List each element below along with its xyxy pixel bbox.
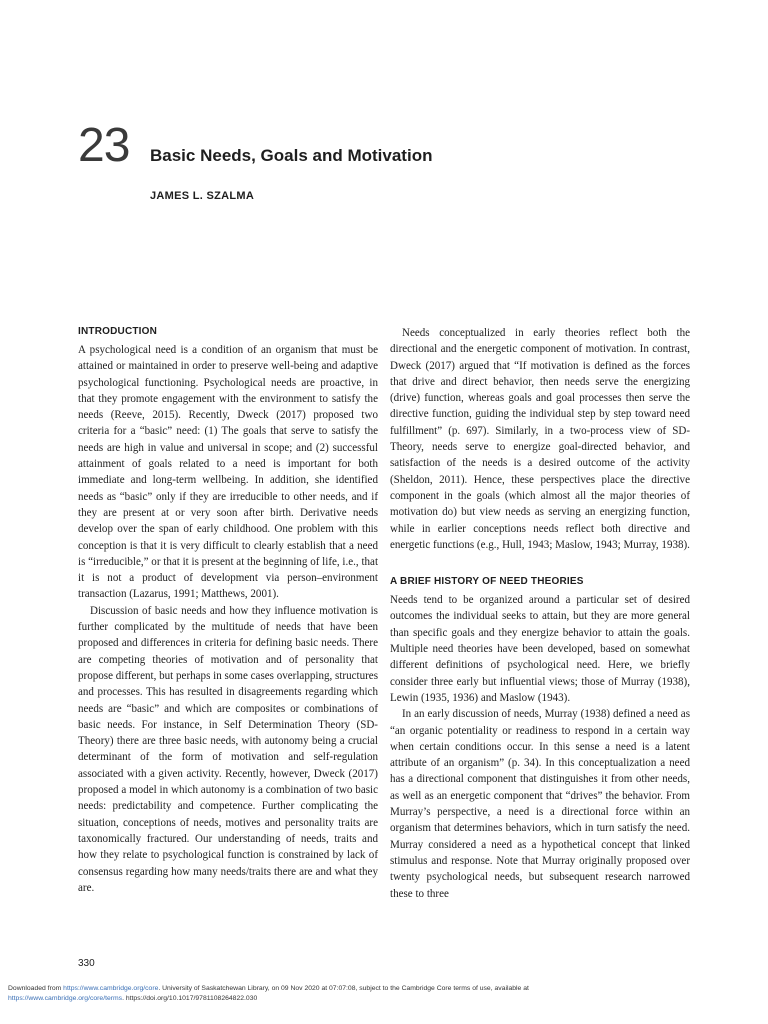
paragraph: Needs tend to be organized around a particular set of desired outcomes the individual seeks to attain, but they are more general than specific goals and they energize behavior to attain the goals. Multiple need theories have been developed, based on somewhat different definitions of psychological need. Here, we briefly consider three early but influential views; those of Murray (1938), Lewin (1935, 1936) and Maslow (1943). [390,594,690,704]
paragraph: A psychological need is a condition of an organism that must be attained or maintained in order to preserve well-being and adaptive psychological functioning. Psychological needs are proactive, in that they promote engagement with the environment to satisfy the needs (Reeve, 2015). Recently, Dweck (2017) proposed two criteria for a “basic” need: (1) The goals that serve to satisfy the needs are high in value and universal in scope; and (2) successful attainment of goals related to a need is important for both immediate and long-term wellbeing. In addition, she identified needs as “basic” only if they are irreducible to other needs, and if they are present at or very soon after birth. Derivative needs develop over the span of early childhood. One problem with this conception is that it is very difficult to clearly establish that a need is “irreducible,” or that it is present at the beginning of life, i.e., that it is not a product of development via person–environment transaction (Lazarus, 1991; Matthews, 2001). [78,344,379,601]
section-heading-history: A BRIEF HISTORY OF NEED THEORIES [390,576,584,588]
paragraph: Discussion of basic needs and how they influence motivation is further complicated by the multitude of needs that have been proposed and differences in criteria for defining basic needs. There are competing theories of motivation and of personality that propose different, but perhaps in some cases overlapping, structures and processes. This has resulted in disagreements regarding which needs are “basic” and which are composites or combinations of basic needs. For instance, in Self Determination Theory (SD-Theory) there are three basic needs, with autonomy being a crucial determinant of the form of motivation and self-regulation associated with a given activity. Recently, however, Dweck (2017) proposed a model in which autonomy is a combination of two basic needs: predictability and competence. Further complicating the situation, conceptions of needs, motives and personality traits are taxonomically fractured. Our understanding of needs, traits and how they relate to psychological function is constrained by lack of consensus regarding how many needs/traits there are and what they are. [78,604,378,894]
left-column [78,325,378,896]
chapter-title: Basic Needs, Goals and Motivation [150,146,433,165]
section-heading-introduction: INTRODUCTION [78,326,158,337]
chapter-number: 23 [78,119,130,172]
right-column [390,325,690,902]
footer-core-link[interactable]: https://www.cambridge.org/core [63,985,159,992]
paragraph: In an early discussion of needs, Murray (1938) defined a need as “an organic potentiality or readiness to respond in a certain way when certain conditions occur. In this sense a need is a latent attribute of an organism” (p. 34). In this conceptualization a need has a directional component that distinguishes it from other needs, as well as an energetic component that “drives” the behavior. From Murray’s perspective, a need is a directional force within an organism that determines behaviors, which in turn satisfy the need. Murray considered a need as a hypothetical concept that linked stimulus and response. Note that Murray originally proposed over twenty psychological needs, but subsequent research narrowed these to three [390,708,690,900]
footer-doi: . https://doi.org/10.1017/9781108264822.030 [122,995,258,1002]
footer-terms-link[interactable]: https://www.cambridge.org/core/terms [8,995,123,1002]
chapter-author: JAMES L. SZALMA [150,190,255,202]
paragraph: Needs conceptualized in early theories reflect both the directional and the energetic component of motivation. In contrast, Dweck (2017) argued that “If motivation is defined as the forces that drive and direct behavior, then needs serve the energizing (drive) function, whereas goals and goal processes then serve the directive function, guiding the individual step by step toward need fulfillment” (p. 697). Similarly, in a two-process view of SD-Theory, needs serve to energize goal-directed behavior, and satisfaction of the needs is a desired outcome of the activity (Sheldon, 2011). Hence, these perspectives place the directive component in the goals (which almost all the major theories of motivation do) but view needs as serving an energizing function, while in earlier conceptions needs reflect both directive and energetic functions (e.g., Hull, 1943; Maslow, 1943; Murray, 1938). [390,327,690,551]
page-number: 330 [78,958,95,969]
footer-text: . University of Saskatchewan Library, on 09 Nov 2020 at 07:07:08, subject to the Cambridge Core terms of use, available at [158,985,529,992]
download-footer [8,984,708,1004]
footer-text: Downloaded from [8,985,64,992]
